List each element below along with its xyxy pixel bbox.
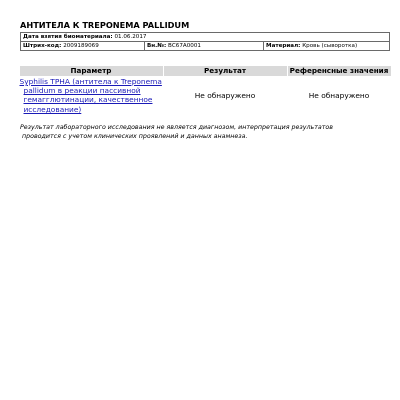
collection-date-cell [21,33,390,42]
internal-number-label: Вн.№: [147,43,167,49]
result-value: Не обнаружено [194,90,256,100]
results-header-row [20,66,391,76]
sample-ids-row [21,42,390,51]
sample-info-table [20,32,390,51]
parameter-line-1: Syphilis TPHA (антитела к Treponema [19,77,162,86]
collection-date-row [21,33,390,42]
collection-date-label: Дата взятия биоматериала: [23,34,113,40]
disclaimer-line-2: проводится с учетом клинических проявлений и данных анамнеза. [22,132,248,140]
material-cell [264,42,390,51]
collection-date-value: 01.06.2017 [114,34,147,40]
material-value: Кровь (сыворотка) [302,43,358,49]
parameter-line-2: pallidum в реакции пассивной [23,86,141,96]
header-result: Результат [164,66,287,76]
internal-number-value: ВС67А0001 [168,43,201,49]
material-label: Материал: [266,43,301,49]
header-reference: Референсные значения [288,66,391,76]
table-row [20,76,391,114]
reference-value: Не обнаружено [308,90,370,100]
parameter-cell [20,76,163,114]
barcode-label: Штрих-код: [23,43,62,49]
report-title: АНТИТЕЛА К TREPONEMA PALLIDUM [20,20,190,30]
disclaimer-line-1: Результат лабораторного исследования не является диагнозом, интерпретация результатов [20,123,333,131]
disclaimer-note [20,123,389,141]
parameter-line-3: гемагглютинации, качественное [23,95,153,105]
barcode-cell [21,42,145,51]
parameter-link[interactable] [20,77,163,114]
header-parameter: Параметр [20,66,163,76]
barcode-value: 2009189069 [63,43,99,49]
report-page [20,20,389,141]
parameter-line-4: исследование) [23,104,82,114]
internal-number-cell [145,42,264,51]
results-table [19,66,392,114]
